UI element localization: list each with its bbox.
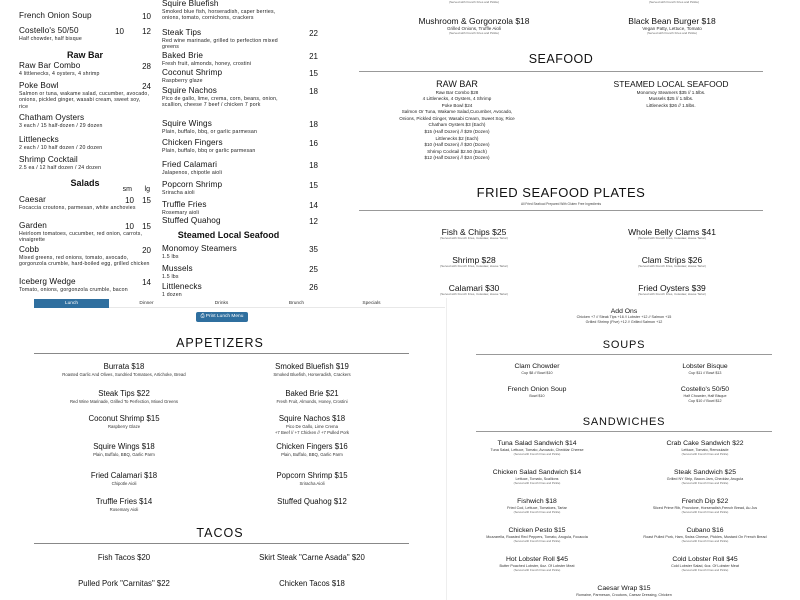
add-ons-line: Chicken +7 // Steak Tips +16 // Lobster +12 // Salmon +15 [576,315,672,319]
fried-seafood-item [577,284,767,297]
lunch-menu [0,322,440,600]
item-name: Clam Strips $26 [641,255,703,265]
item-name: Garden [19,221,47,230]
item-name: French Dip $22 [681,498,729,505]
item-name: Squire Wings [162,119,212,128]
item-name: Chicken Fingers $16 [276,442,348,451]
item-price: 28 [142,62,151,71]
appetizer-item [44,472,204,487]
item-desc: Plain, Buffalo, BBQ, Garlic Parm [281,451,343,457]
item-desc: Cup $11 // Bowl $13 [688,370,722,375]
steamed-title: STEAMED LOCAL SEAFOOD [613,79,729,89]
paper-menu-scan [0,0,320,298]
item-desc: 1.5 lbs [162,253,179,260]
size-header-small: sm [122,186,132,193]
item-price: 12 [142,27,151,36]
fried-seafood-note: All Fried Seafood Prepared With Gluten Free Ingredients [520,202,602,206]
item-desc: Raspberry glaze [162,77,203,84]
item-desc: Grilled NY Strip, Bacon Jam, Cheddar, Arugula [666,476,744,481]
item-desc: Vegan Patty, Lettuce, Tomato [642,26,702,32]
add-ons-line: Grilled Shrimp (Five) +12 // Grilled Salmon +12 [585,320,663,325]
item-desc: Half Chowder, Half Bisque Cup $10 // Bowl $12 [683,393,727,403]
appetizer-item [44,390,204,405]
item-price-small: 10 [125,222,134,231]
item-price: 22 [309,29,318,38]
divider [34,353,409,354]
item-name: Skirt Steak "Carne Asada" $20 [259,553,365,562]
item-name: Littlenecks [162,282,202,291]
item-desc: Fresh Fruit, Almonds, Honey, Crostini [276,398,348,404]
paper-section-title: Raw Bar [66,50,103,60]
item-name: Caesar Wrap $15 [597,585,651,592]
add-ons-block [547,308,701,326]
web-menu-top [322,0,800,298]
item-desc: Cup $8 // Bowl $10 [521,370,553,375]
item-desc: 1.5 lbs [162,273,179,280]
paper-section-title: Salads [70,178,100,188]
item-name: Hot Lobster Roll $45 [506,556,568,563]
item-price: 16 [309,139,318,148]
item-desc: Salmon or tuna, wakame salad, cucumber, avocado, onions, pickled ginger, wasabi cream, sweet soy, rice [19,90,150,110]
item-desc: Heirloom tomatoes, cucumber, red onion, carrots, vinaigrette [19,230,143,244]
soup-item [635,363,775,376]
appetizer-item [232,415,392,436]
item-name: Fish & Chips $25 [441,227,507,237]
soup-item [467,363,607,376]
paper-menu-item [162,200,318,216]
item-price: 14 [142,278,151,287]
item-name: Popcorn Shrimp $15 [276,471,348,480]
sandwich-item [635,469,775,485]
paper-menu-item [162,86,318,109]
item-name: Coconut Shrimp $15 [88,414,160,423]
item-desc: Lettuce, Tomato, Remoulade [681,447,729,452]
size-header-large: lg [144,186,150,193]
appetizer-item [232,390,392,405]
served-note: (Served with French Fries and Pickle) [513,509,561,514]
item-price: 20 [142,246,151,255]
item-name: Steak Tips $22 [98,389,150,398]
paper-menu-item [19,82,151,110]
paper-menu-item [162,282,318,298]
paper-menu-item [162,180,318,196]
item-name: Fish Tacos $20 [97,553,151,562]
item-desc: Rosemary aioli [162,209,200,216]
item-desc: Fresh fruit, almonds, honey, crostini [162,60,252,67]
item-name: French Onion Soup [19,11,92,20]
served-note: (Served with French Fries and Pickle) [448,31,500,36]
raw-bar-line: $10 (Half Dozen) // $20 (Dozen) [424,142,490,148]
paper-menu-item [19,114,151,129]
item-name: Raw Bar Combo [19,61,81,70]
item-name: Coconut Shrimp [162,68,223,77]
printer-icon: ⎙ [200,314,205,319]
taco-item [44,580,204,589]
steamed-line: Monomoy Steamers $35 // 1.5lbs. [636,89,706,95]
paper-menu-item [162,28,318,51]
served-note: (Served with French Fries, Coleslaw, House Tartar) [440,292,508,297]
sandwich-item [467,498,607,514]
item-desc: Pico de gallo, lime, crema, corn, beans, onion, scallion, cheese 7 beef / chicken 7 pork [162,95,278,109]
paper-menu-item [162,0,295,22]
sandwich-item [467,469,607,485]
item-name: Fried Oysters $39 [638,283,706,293]
item-name: Chicken Tacos $18 [279,579,345,588]
appetizer-item [232,443,392,458]
item-desc: Focaccia croutons, parmesan, white anchovies [19,204,136,211]
item-name: Caesar [19,195,46,204]
appetizer-item [232,498,392,507]
fried-seafood-item [379,256,569,269]
served-note: (Served with French Fries, Coleslaw, House Tartar) [638,292,706,297]
item-desc: 2 each / 10 half dozen / 20 dozen [19,144,103,151]
menu-item [379,17,569,36]
item-desc: Red wine marinade, grilled to perfection mixed greens [162,37,278,51]
item-name: Pulled Pork "Carnitas" $22 [78,579,170,588]
item-name: Mussels [162,264,193,273]
item-name: Squire Nachos [162,86,218,95]
item-desc: Fried Cod, Lettuce, Tomatoes, Tartar [507,505,567,510]
paper-menu-item [162,119,318,135]
item-name: Cold Lobster Roll $45 [672,556,738,563]
item-name: Chatham Oysters [19,113,85,122]
item-price: 15 [309,181,318,190]
item-name: Squire Bluefish [162,0,219,8]
item-desc: Sriracha Aioli [299,480,325,486]
paper-menu-item [162,160,318,176]
sandwich-item [635,440,775,456]
item-name: Costello's 50/50 [680,386,730,393]
divider [359,71,763,72]
item-name: Tuna Salad Sandwich $14 [497,440,577,447]
item-price: 18 [309,120,318,129]
item-desc: 1 dozen [162,291,182,298]
fried-seafood-item [577,228,767,241]
item-price: 15 [142,222,151,231]
item-name: Calamari $30 [448,283,500,293]
raw-bar-title: RAW BAR [436,79,478,89]
item-name: Smoked Bluefish $19 [275,362,349,371]
item-price: 25 [309,265,318,274]
item-name: Stuffed Quahog $12 [277,497,347,506]
tab-drinks[interactable]: Drinks [214,301,229,306]
item-price-small: 10 [125,196,134,205]
item-name: Clam Chowder [514,363,560,370]
section-title-sandwiches: SANDWICHES [582,416,666,428]
sandwich-item [554,585,694,598]
sandwich-item [467,527,607,543]
web-menu-bottom [446,298,800,600]
item-price: 12 [309,217,318,226]
item-name: Popcorn Shrimp [162,180,223,189]
print-lunch-menu-button[interactable] [196,312,248,322]
paper-menu-item [19,136,151,151]
appetizer-item [44,415,204,430]
item-price: 24 [142,82,151,91]
item-name: Poke Bowl [19,81,59,90]
item-desc: Grilled Onions, Truffle Aioli [446,26,502,32]
item-name: Littlenecks [19,135,59,144]
item-desc: Roast Pulled Pork, Ham, Swiss Cheese, Pickles, Mustard On French Bread [643,534,767,539]
item-name: Fishwich $18 [517,498,557,505]
item-desc: Romaine, Parmesan, Croutons, Caesar Dressing, Chicken [576,592,672,597]
paper-menu-item [162,264,318,280]
item-name: Steak Sandwich $25 [674,469,736,476]
item-desc: Plain, buffalo, bbq or garlic parmesan [162,147,256,154]
item-desc: Plain, buffalo, bbq, or garlic parmesan [162,128,258,135]
served-note: (Served with French Fries and Pickle) [681,538,729,543]
tab-brunch[interactable]: Brunch [288,301,305,306]
divider [476,354,772,355]
paper-menu-item [19,27,151,42]
raw-bar-block [390,80,524,162]
item-price: 15 [309,69,318,78]
sandwich-item [467,440,607,456]
item-name: Squire Nachos $18 [278,414,346,423]
served-note: (Served with French Fries, Coleslaw, House Tartar) [638,264,706,269]
served-note: (Served with French Fries and Pickle) [513,451,561,456]
steamed-seafood-block [604,80,738,110]
item-name: Chicken Salad Sandwich $14 [492,469,582,476]
item-desc: Half chowder, half bisque [19,35,82,42]
paper-menu-item [19,12,151,21]
item-name: Mushroom & Gorgonzola $18 [418,16,530,26]
served-note: (Served with French Fries, Coleslaw, House Tartar) [440,236,508,241]
fried-seafood-item [379,228,569,241]
served-note: (Served with French Fries and Pickle) [681,567,729,572]
item-desc: Tomato, onions, gorgonzola crumble, bacon [19,286,128,293]
raw-bar-line: Chatham Oysters $3 (Each) [428,122,486,128]
item-name: Lobster Bisque [682,363,728,370]
raw-bar-line: $12 (Half Dozen) // $24 (Dozen) [424,155,490,161]
item-desc: Cold Lobster Salad, 6oz. Of Lobster Meat [671,563,739,568]
served-note: (Served with French Fries and Pickle) [648,0,700,4]
raw-bar-line: Poke Bowl $24 [441,102,473,108]
served-note: (Served with French Fries and Pickle) [513,567,561,572]
raw-bar-line: Salmon Or Tuna, Wakame Salad,Cucumber, Avocado, [401,109,513,115]
item-price: 18 [309,161,318,170]
item-price: 18 [309,87,318,96]
appetizer-item [44,443,204,458]
paper-section-title: Steamed Local Seafood [177,230,280,240]
item-price: 15 [142,196,151,205]
raw-bar-line: Littlenecks $2 (Each) [435,135,479,141]
add-ons-title: Add Ons [610,308,638,315]
section-title-seafood: SEAFOOD [528,52,594,66]
item-desc: Sliced Prime Rib, Provolone, Horseradish,French Bread, Au Jus [652,505,758,510]
item-price-half: 10 [115,27,124,36]
served-note: (Served with French Fries, Coleslaw, House Tartar) [440,264,508,269]
served-note: (Served with French Fries and Pickle) [681,480,729,485]
item-name: Baked Brie $21 [285,389,339,398]
item-price: 35 [309,245,318,254]
appetizer-item [232,472,392,487]
item-desc: Red Wine Marinade, Grilled To Perfection, Mixed Greens [69,398,179,404]
item-name: Crab Cake Sandwich $22 [666,440,744,447]
soup-item [467,386,607,399]
paper-menu-item [162,68,318,84]
sandwich-item [635,498,775,514]
taco-item [44,554,204,563]
paper-menu-item [19,196,151,211]
item-desc: Roasted Garlic And Olives, Sundried Tomatoes, Artichoke, Bread [62,371,186,377]
item-name: Fried Calamari $18 [90,471,158,480]
appetizer-item [44,363,204,378]
item-name: Chicken Fingers [162,138,223,147]
item-desc: Bowl $10 [529,393,545,398]
item-name: French Onion Soup [507,386,567,393]
raw-bar-line: Raw Bar Combo $28 [435,89,479,95]
menu-tabs [34,299,445,308]
paper-menu-item [19,156,151,171]
fried-seafood-item [379,284,569,297]
raw-bar-line: Shrimp Cocktail $2.50 (Each) [427,148,487,154]
item-desc: Butter Poached Lobster, 6oz. Of Lobster Meat [499,563,575,568]
item-name: Costello's 50/50 [19,26,79,35]
item-desc: 4 littlenecks, 4 oysters, 4 shrimp [19,70,100,77]
item-desc: 3 each / 15 half-dozen / 29 dozen [19,122,103,129]
item-desc: Rosemary Aioli [109,506,139,512]
served-note: (Served with French Fries and Pickle) [448,0,500,4]
item-desc: Smoked Bluefish, Horseradish, Crackers [273,371,351,377]
item-price: 10 [142,12,151,21]
taco-item [232,580,392,589]
item-name: Whole Belly Clams $41 [628,227,716,237]
item-price: 21 [309,52,318,61]
item-desc: Smoked blue fish, horseradish, caper berries, onions, tomato, cornichons, crackers [162,8,276,22]
section-title-appetizers: APPETIZERS [176,336,264,350]
soup-item [635,386,775,404]
section-title-soups: SOUPS [602,339,646,351]
item-name: Steak Tips [162,28,202,37]
item-name: Fried Calamari [162,160,218,169]
sandwich-item [635,527,775,543]
item-name: Stuffed Quahog [162,216,221,225]
divider [476,431,772,432]
item-name: Iceberg Wedge [19,277,76,286]
item-name: Shrimp $28 [452,255,496,265]
menu-item [577,17,767,36]
item-desc: Sriracha aioli [162,189,195,196]
section-title-tacos: TACOS [196,526,244,540]
item-desc: Jalapenos, chipotle aioli [162,169,223,176]
fried-seafood-item [577,256,767,269]
section-title-fried-seafood: FRIED SEAFOOD PLATES [476,185,646,200]
item-desc: Lettuce, Tomato, Scallions [515,476,559,481]
sandwich-item [467,556,607,572]
item-name: Squire Wings $18 [93,442,155,451]
appetizer-item [44,498,204,513]
item-name: Burrata $18 [103,362,145,371]
served-note: (Served with French Fries and Pickle) [513,480,561,485]
raw-bar-line: 4 Littlenecks, 4 Oysters, 4 Shrimp [422,96,492,102]
item-name: Cubano $16 [686,527,724,534]
item-desc: Plain, Buffalo, BBQ, Garlic Parm [93,451,155,457]
taco-item [232,554,392,563]
item-desc: Tuna Salad, Lettuce, Tomato, Avocado, Cheddar Cheese [490,447,584,452]
served-note: (Served with French Fries and Pickle) [513,538,561,543]
item-name: Cobb [19,245,39,254]
served-note: (Served with French Fries, Coleslaw, House Tartar) [638,236,706,241]
print-button-label: Print Lunch Menu [205,314,244,319]
paper-menu-item [19,222,151,244]
served-note: (Served with French Fries and Pickle) [681,451,729,456]
item-desc: Raspberry Glaze [107,423,141,429]
paper-menu-item [162,51,318,67]
raw-bar-line: Onions, Pickled Ginger, Wasabi Cream, Sweet Soy, Rice [399,115,515,121]
steamed-line: Mussels $25 // 1.5lbs. [648,96,694,102]
item-price: 26 [309,283,318,292]
served-note: (Served with French Fries and Pickle) [646,31,698,36]
item-desc: Pico De Gallo, Lime Crema +7 Beef // +7 Chicken // +7 Pulled Pork [274,423,350,435]
item-name: Truffle Fries $14 [95,497,153,506]
item-name: Monomoy Steamers [162,244,237,253]
paper-menu-item [162,216,318,226]
item-name: Baked Brie [162,51,204,60]
item-name: Truffle Fries [162,200,207,209]
paper-menu-item [162,244,318,260]
tab-lunch[interactable]: Lunch [34,299,109,308]
appetizer-item [232,363,392,378]
item-name: Chicken Pesto $15 [508,527,566,534]
paper-menu-item [19,278,151,293]
paper-menu-item [19,246,151,268]
item-name: Shrimp Cocktail [19,155,78,164]
served-note: (Served with French Fries and Pickle) [681,509,729,514]
steamed-line: Littlenecks $26 // 1.5lbs. [646,103,696,109]
paper-menu-item [162,138,318,154]
sandwich-item [635,556,775,572]
divider [359,210,763,211]
raw-bar-line: $15 (Half Dozen) // $29 (Dozen) [424,128,490,134]
tab-specials[interactable]: Specials [362,301,381,306]
tab-dinner[interactable]: Dinner [139,301,154,306]
item-desc: 2.5 ea / 12 half dozen / 24 dozen [19,164,102,171]
item-desc: Mixed greens, red onions, tomato, avocado, gorgonzola crumble, hard-boiled egg, grilled chicken [19,254,150,268]
item-price: 14 [309,201,318,210]
item-desc: Chipotle Aioli [111,480,137,486]
divider [34,543,409,544]
paper-menu-item [19,62,151,77]
item-name: Black Bean Burger $18 [628,16,716,26]
item-desc: Mozzarella, Roasted Red Peppers, Tomato, Arugula, Focaccia [486,534,588,539]
